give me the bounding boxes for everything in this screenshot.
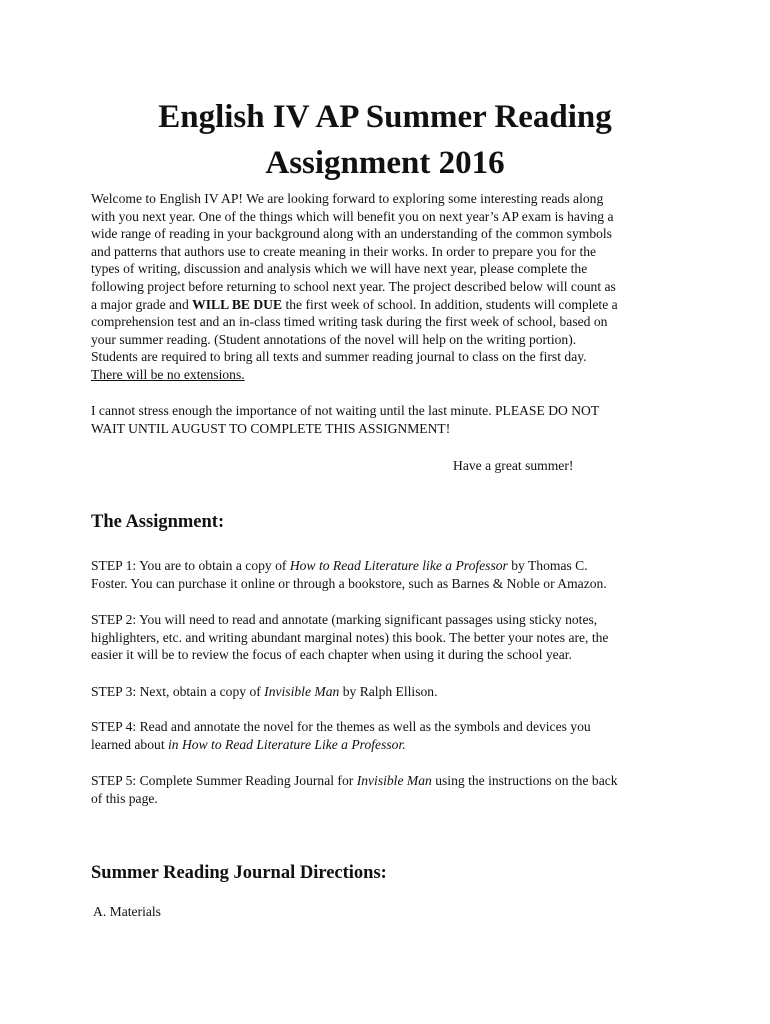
step-1-paragraph xyxy=(91,557,691,592)
materials-list-item: A. Materials xyxy=(93,904,161,919)
intro-text-part1: Welcome to English IV AP! We are looking forward to exploring some interesting reads along with you next year. One of the things which will benefit you on next year’s AP exam is having a wide range of reading in your background along with an understanding of the common symbols and patterns that authors use to create meaning in their works. In order to prepare you for the types of writing, discussion and analysis which we will have next year, please complete the following project before returning to school next year. The project described below will count as a major grade and xyxy=(91,191,616,312)
step-2-paragraph: STEP 2: You will need to read and annotate (marking significant passages using sticky notes, highlighters, etc. and writing abundant marginal notes) this book. The better your notes are, the easier it will be to review the focus of each chapter when using it during the school year. xyxy=(91,612,609,663)
step-3-paragraph xyxy=(91,683,691,701)
step-3-book-title: Invisible Man xyxy=(264,684,340,699)
step-4-book-title: in How to Read Literature Like a Professor. xyxy=(168,736,406,752)
title-line-1: English IV AP Summer Reading xyxy=(158,99,612,135)
intro-due-emphasis: WILL BE DUE xyxy=(192,296,283,312)
document-title xyxy=(90,94,680,186)
step-1-book-title: How to Read Literature like a Professor xyxy=(289,558,508,573)
step-1-prefix: STEP 1: You are to obtain a copy of xyxy=(91,558,290,573)
assignment-heading: The Assignment: xyxy=(91,512,225,532)
step-5-book-title: Invisible Man xyxy=(356,773,432,788)
intro-paragraph xyxy=(91,190,691,384)
step-5-paragraph xyxy=(91,772,691,807)
no-extensions-notice: There will be no extensions. xyxy=(91,366,245,382)
journal-directions-heading: Summer Reading Journal Directions: xyxy=(91,863,387,883)
signoff-text: Have a great summer! xyxy=(453,458,574,473)
intro-text-part2: the first week of school. In addition, students will complete a comprehension test and an in-class timed writing task during the first week of school, based on your summer reading. (Student annotations of the novel will help on the writing portion). Students are required to bring all texts and summer reading journal to class on the first day. xyxy=(91,296,618,365)
step-1-suffix: by Thomas C. Foster. You can purchase it online or through a bookstore, such as Barnes & Noble or Amazon. xyxy=(91,558,607,591)
step-4-prefix: STEP 4: Read and annotate the novel for the themes as well as the symbols and devices you learned about xyxy=(91,719,591,752)
step-5-prefix: STEP 5: Complete Summer Reading Journal for xyxy=(91,773,357,788)
step-3-suffix: by Ralph Ellison. xyxy=(339,684,438,699)
step-5-suffix: using the instructions on the back of this page. xyxy=(91,773,618,806)
warning-paragraph: I cannot stress enough the importance of not waiting until the last minute. PLEASE DO NOT WAIT UNTIL AUGUST TO COMPLETE THIS ASSIGNMENT! xyxy=(91,403,600,436)
title-line-2: Assignment 2016 xyxy=(265,145,505,181)
step-4-paragraph xyxy=(91,718,691,753)
step-3-prefix: STEP 3: Next, obtain a copy of xyxy=(91,684,265,699)
